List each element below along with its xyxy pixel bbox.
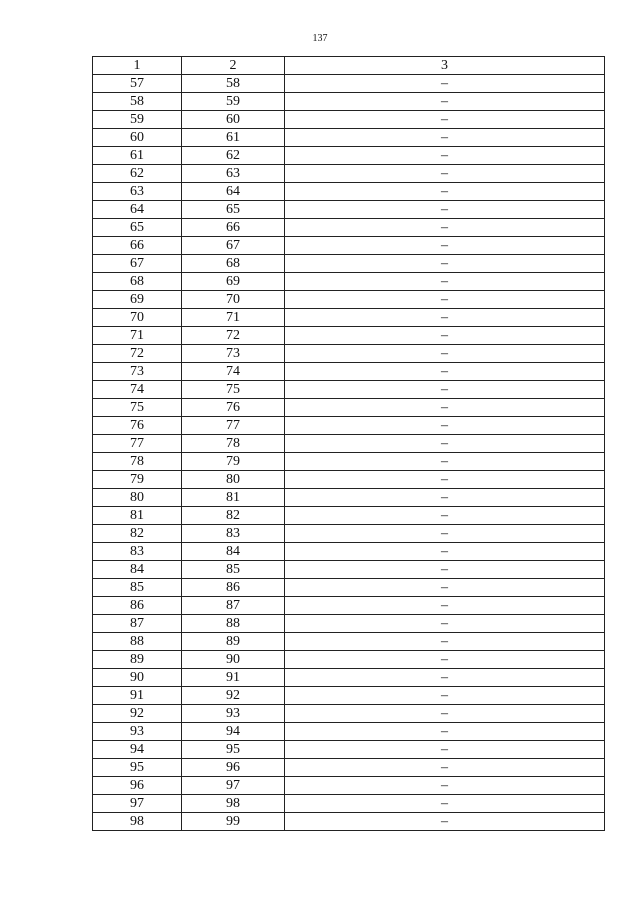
table-cell-col1: 59: [93, 111, 182, 129]
table-row: [93, 381, 605, 399]
table-row: [93, 471, 605, 489]
table-cell-col2: 69: [182, 273, 285, 291]
table-row: [93, 219, 605, 237]
table-cell-col1: 68: [93, 273, 182, 291]
table-cell-col2: 72: [182, 327, 285, 345]
table-cell-col2: 78: [182, 435, 285, 453]
table-row: [93, 165, 605, 183]
table-cell-col2: 73: [182, 345, 285, 363]
table-cell-col2: 82: [182, 507, 285, 525]
table-cell-col2: 85: [182, 561, 285, 579]
table-cell-col3: –: [285, 813, 605, 831]
table-cell-col2: 97: [182, 777, 285, 795]
table-cell-col3: –: [285, 633, 605, 651]
table-cell-col3: –: [285, 309, 605, 327]
data-table: [92, 56, 605, 831]
table-cell-col2: 83: [182, 525, 285, 543]
table-cell-col2: 67: [182, 237, 285, 255]
table-cell-col2: 87: [182, 597, 285, 615]
table-cell-col2: 59: [182, 93, 285, 111]
table-row: [93, 399, 605, 417]
table-cell-col1: 87: [93, 615, 182, 633]
table-cell-col1: 98: [93, 813, 182, 831]
table-cell-col1: 94: [93, 741, 182, 759]
table-cell-col1: 71: [93, 327, 182, 345]
table-cell-col2: 61: [182, 129, 285, 147]
table-cell-col2: 68: [182, 255, 285, 273]
table-cell-col1: 61: [93, 147, 182, 165]
table-cell-col2: 75: [182, 381, 285, 399]
table-cell-col1: 88: [93, 633, 182, 651]
table-row: [93, 759, 605, 777]
table-cell-col3: –: [285, 723, 605, 741]
table-body: [93, 75, 605, 831]
table-cell-col1: 91: [93, 687, 182, 705]
table-cell-col2: 63: [182, 165, 285, 183]
table-cell-col3: –: [285, 669, 605, 687]
table-cell-col1: 76: [93, 417, 182, 435]
table-row: [93, 183, 605, 201]
table-cell-col3: –: [285, 255, 605, 273]
table-cell-col2: 98: [182, 795, 285, 813]
table-cell-col3: –: [285, 237, 605, 255]
table-row: [93, 651, 605, 669]
table-cell-col2: 80: [182, 471, 285, 489]
table-cell-col3: –: [285, 687, 605, 705]
table-cell-col3: –: [285, 345, 605, 363]
table-cell-col2: 95: [182, 741, 285, 759]
table-cell-col2: 62: [182, 147, 285, 165]
table-cell-col1: 75: [93, 399, 182, 417]
table-cell-col1: 81: [93, 507, 182, 525]
table-cell-col3: –: [285, 75, 605, 93]
table-cell-col2: 90: [182, 651, 285, 669]
table-cell-col3: –: [285, 219, 605, 237]
table-cell-col1: 80: [93, 489, 182, 507]
table-cell-col1: 92: [93, 705, 182, 723]
table-cell-col3: –: [285, 435, 605, 453]
table-cell-col3: –: [285, 795, 605, 813]
table-cell-col3: –: [285, 543, 605, 561]
table-cell-col3: –: [285, 111, 605, 129]
table-cell-col1: 60: [93, 129, 182, 147]
table-cell-col1: 78: [93, 453, 182, 471]
table-row: [93, 255, 605, 273]
table-cell-col3: –: [285, 291, 605, 309]
table-row: [93, 237, 605, 255]
table-row: [93, 813, 605, 831]
table-row: [93, 615, 605, 633]
table-row: [93, 507, 605, 525]
table-cell-col3: –: [285, 651, 605, 669]
table-cell-col3: –: [285, 327, 605, 345]
table-cell-col2: 84: [182, 543, 285, 561]
table-cell-col1: 66: [93, 237, 182, 255]
table-cell-col2: 86: [182, 579, 285, 597]
table-cell-col1: 70: [93, 309, 182, 327]
table-cell-col2: 79: [182, 453, 285, 471]
table-cell-col2: 96: [182, 759, 285, 777]
table-cell-col2: 70: [182, 291, 285, 309]
table-cell-col3: –: [285, 615, 605, 633]
table-cell-col3: –: [285, 561, 605, 579]
table-row: [93, 327, 605, 345]
table-header-row: [93, 57, 605, 75]
table-cell-col3: –: [285, 129, 605, 147]
table-cell-col3: –: [285, 507, 605, 525]
table-cell-col1: 90: [93, 669, 182, 687]
table-cell-col2: 91: [182, 669, 285, 687]
table-row: [93, 453, 605, 471]
table-row: [93, 489, 605, 507]
table-cell-col1: 97: [93, 795, 182, 813]
table-cell-col3: –: [285, 147, 605, 165]
table-cell-col1: 67: [93, 255, 182, 273]
table-cell-col1: 89: [93, 651, 182, 669]
table-cell-col3: –: [285, 741, 605, 759]
table-cell-col1: 72: [93, 345, 182, 363]
table-cell-col1: 77: [93, 435, 182, 453]
table-row: [93, 561, 605, 579]
table-cell-col3: –: [285, 489, 605, 507]
table-row: [93, 291, 605, 309]
table-row: [93, 633, 605, 651]
table-cell-col1: 85: [93, 579, 182, 597]
table-cell-col1: 79: [93, 471, 182, 489]
table-cell-col3: –: [285, 417, 605, 435]
table-cell-col1: 84: [93, 561, 182, 579]
table-row: [93, 669, 605, 687]
table-cell-col1: 65: [93, 219, 182, 237]
table-row: [93, 111, 605, 129]
table-cell-col3: –: [285, 363, 605, 381]
table-cell-col2: 74: [182, 363, 285, 381]
table-row: [93, 543, 605, 561]
table-cell-col1: 69: [93, 291, 182, 309]
column-header-2: 2: [182, 57, 285, 75]
table-cell-col1: 95: [93, 759, 182, 777]
table-cell-col3: –: [285, 381, 605, 399]
table-row: [93, 363, 605, 381]
table-cell-col3: –: [285, 183, 605, 201]
table-cell-col1: 83: [93, 543, 182, 561]
table-cell-col2: 77: [182, 417, 285, 435]
table-cell-col3: –: [285, 579, 605, 597]
table-cell-col2: 65: [182, 201, 285, 219]
column-header-3: 3: [285, 57, 605, 75]
table-cell-col3: –: [285, 525, 605, 543]
table-row: [93, 741, 605, 759]
table-row: [93, 345, 605, 363]
table-cell-col3: –: [285, 471, 605, 489]
table-cell-col2: 76: [182, 399, 285, 417]
table-cell-col3: –: [285, 273, 605, 291]
table-row: [93, 309, 605, 327]
table-cell-col2: 99: [182, 813, 285, 831]
table-cell-col2: 64: [182, 183, 285, 201]
table-cell-col3: –: [285, 165, 605, 183]
table-row: [93, 687, 605, 705]
table-cell-col3: –: [285, 777, 605, 795]
page-number: 137: [312, 33, 328, 44]
table-cell-col1: 57: [93, 75, 182, 93]
table-cell-col2: 60: [182, 111, 285, 129]
table-cell-col1: 96: [93, 777, 182, 795]
table-cell-col3: –: [285, 93, 605, 111]
table-cell-col2: 66: [182, 219, 285, 237]
table-row: [93, 435, 605, 453]
table-cell-col2: 58: [182, 75, 285, 93]
table-row: [93, 273, 605, 291]
table-row: [93, 525, 605, 543]
table-row: [93, 129, 605, 147]
table-cell-col1: 74: [93, 381, 182, 399]
table-row: [93, 723, 605, 741]
table-cell-col2: 93: [182, 705, 285, 723]
table-cell-col1: 64: [93, 201, 182, 219]
table-row: [93, 579, 605, 597]
table-cell-col3: –: [285, 759, 605, 777]
table-row: [93, 201, 605, 219]
table-cell-col1: 93: [93, 723, 182, 741]
table-row: [93, 147, 605, 165]
table-cell-col2: 92: [182, 687, 285, 705]
table-row: [93, 705, 605, 723]
column-header-1: 1: [93, 57, 182, 75]
table-cell-col2: 89: [182, 633, 285, 651]
table-row: [93, 417, 605, 435]
table-cell-col3: –: [285, 705, 605, 723]
table-cell-col2: 88: [182, 615, 285, 633]
table-row: [93, 795, 605, 813]
table-cell-col1: 73: [93, 363, 182, 381]
table-cell-col1: 63: [93, 183, 182, 201]
table-row: [93, 777, 605, 795]
table-cell-col3: –: [285, 453, 605, 471]
table-row: [93, 597, 605, 615]
table-cell-col2: 71: [182, 309, 285, 327]
table-cell-col1: 58: [93, 93, 182, 111]
table-row: [93, 75, 605, 93]
table-row: [93, 93, 605, 111]
table-cell-col1: 86: [93, 597, 182, 615]
table-cell-col2: 81: [182, 489, 285, 507]
table-cell-col1: 62: [93, 165, 182, 183]
table-cell-col2: 94: [182, 723, 285, 741]
table-cell-col3: –: [285, 201, 605, 219]
table-cell-col3: –: [285, 597, 605, 615]
table-cell-col1: 82: [93, 525, 182, 543]
table-cell-col3: –: [285, 399, 605, 417]
